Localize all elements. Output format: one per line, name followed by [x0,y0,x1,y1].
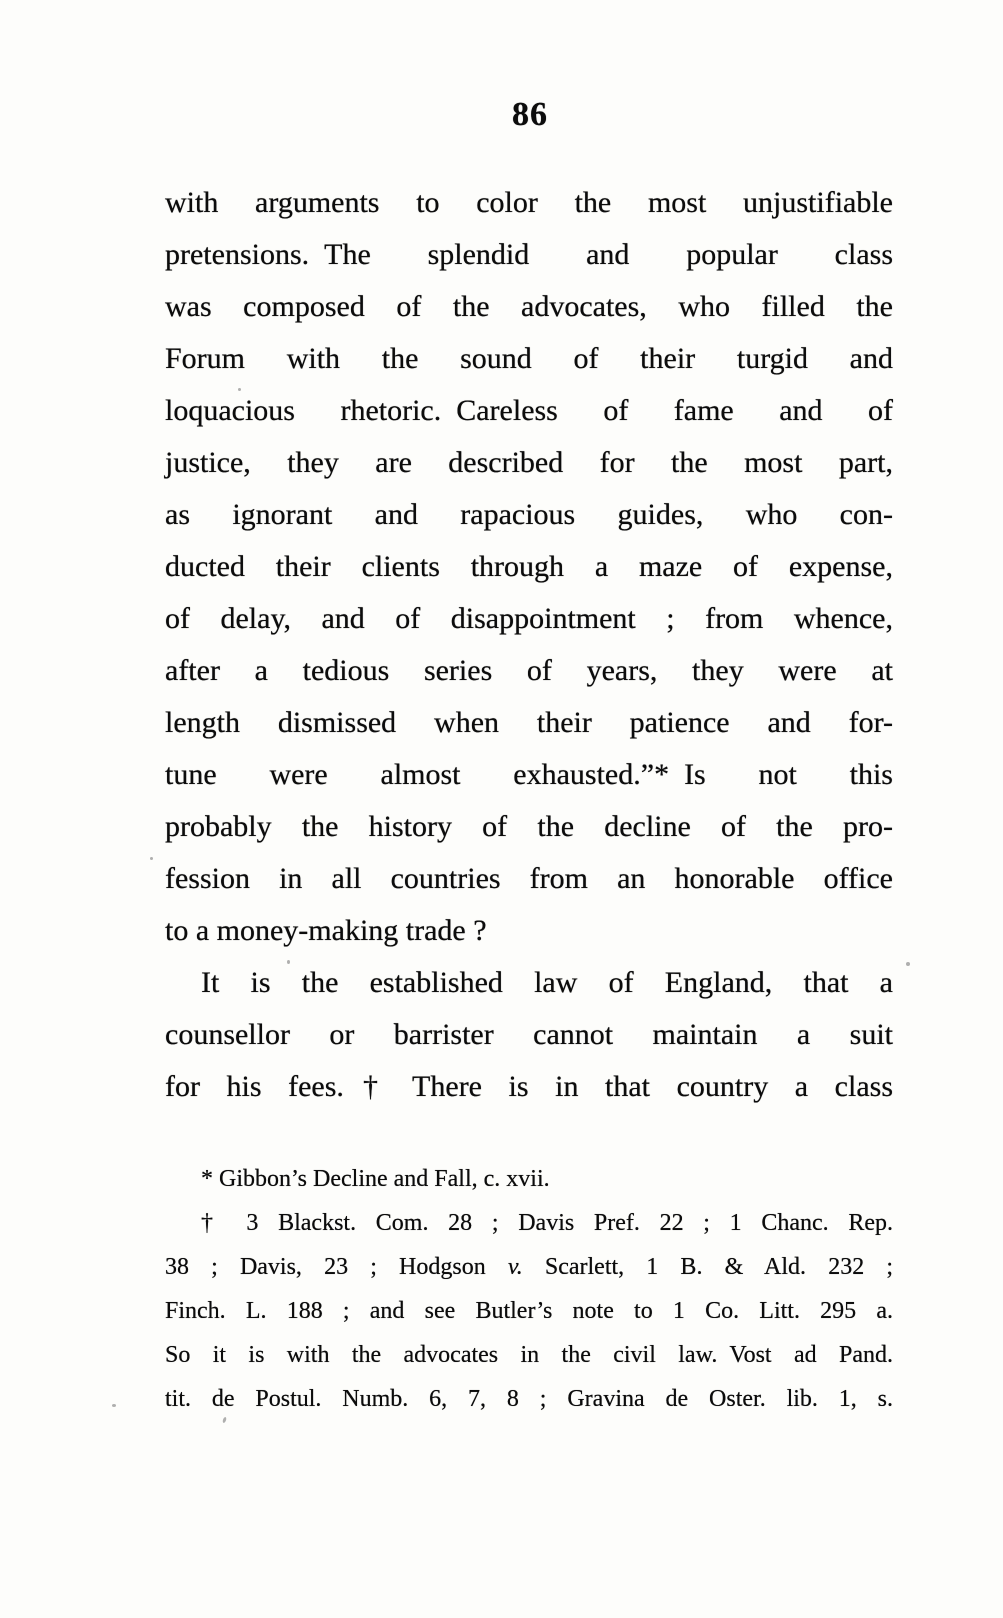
text-line: probably the history of the decline of the pro- [165,810,893,843]
scan-speck [238,388,241,391]
footnote-line: tit. de Postul. Numb. 6, 7, 8 ; Gravina de Oster. lib. 1, s. [165,1386,893,1412]
footnote-line: So it is with the advocates in the civil law. Vost ad Pand. [165,1342,893,1368]
text-line: It is the established law of England, that a [201,966,893,999]
text-line: length dismissed when their patience and for- [165,706,893,739]
page-number: 86 [512,96,548,133]
text-line: as ignorant and rapacious guides, who con- [165,498,893,531]
footnote-case-versus: v. [507,1254,523,1280]
footnotes-block [165,1157,893,1421]
footnote-line: * Gibbon’s Decline and Fall, c. xvii. [201,1166,550,1192]
footnote-line: Finch. L. 188 ; and see Butler’s note to 1 Co. Litt. 295 a. [165,1298,893,1324]
text-line: tune were almost exhausted.”* Is not this [165,758,893,791]
text-line: counsellor or barrister cannot maintain a suit [165,1018,893,1051]
footnote-text-segment: 38 ; Davis, 23 ; Hodgson [165,1254,508,1280]
text-line: justice, they are described for the most part, [165,446,893,479]
body-text-block [165,177,893,1113]
text-line: Forum with the sound of their turgid and [165,342,893,375]
footnote-line: † 3 Blackst. Com. 28 ; Davis Pref. 22 ; 1 Chanc. Rep. [201,1210,893,1236]
text-line: of delay, and of disappointment ; from whence, [165,602,893,635]
text-line: loquacious rhetoric. Careless of fame and of [165,394,893,427]
paragraph [165,177,893,957]
scan-speck [150,857,153,860]
text-line: was composed of the advocates, who filled the [165,290,893,323]
footnote-line [165,1245,893,1289]
text-line: with arguments to color the most unjustifiable [165,186,893,219]
text-line: ducted their clients through a maze of expense, [165,550,893,583]
scan-speck [906,962,910,966]
scan-speck [287,960,290,964]
paragraph [165,957,893,1113]
footnote-text-segment: Scarlett, 1 B. & Ald. 232 ; [522,1254,894,1280]
text-line: pretensions. The splendid and popular class [165,238,893,271]
text-line: fession in all countries from an honorable office [165,862,893,895]
text-line: to a money-making trade ? [165,914,487,947]
text-line: after a tedious series of years, they were at [165,654,893,687]
scan-speck [112,1404,116,1407]
text-line: for his fees.† There is in that country a class [165,1070,893,1103]
